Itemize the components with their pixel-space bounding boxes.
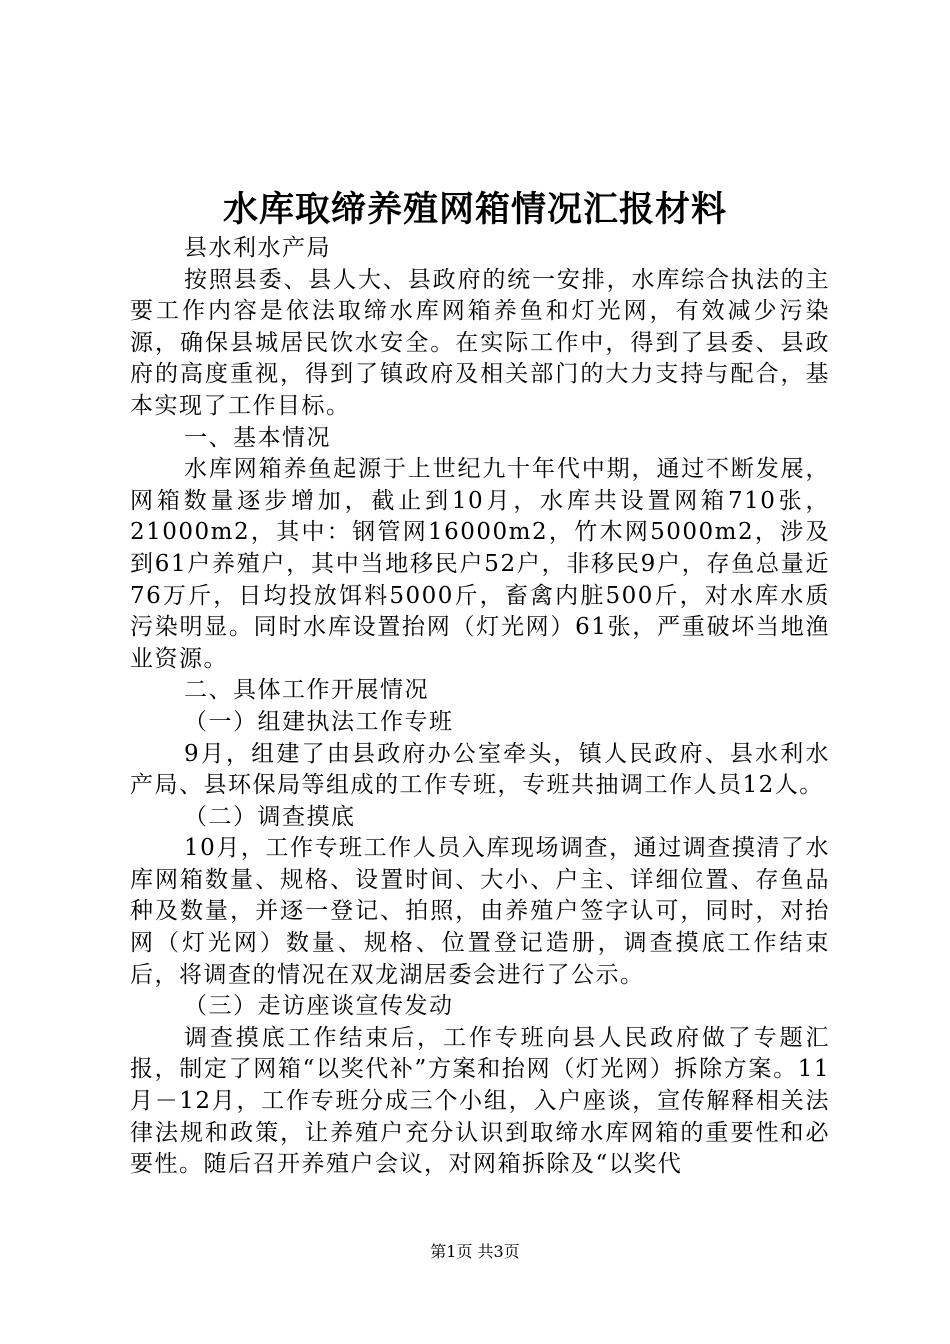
paragraph: 按照县委、县人大、县政府的统一安排，水库综合执法的主要工作内容是依法取缔水库网箱养鱼和灯光网，有效减少污染源，确保县城居民饮水安全。在实际工作中，得到了县委、县政府的高度重视，得到了镇政府及相关部门的大力支持与配合，基本实现了工作目标。 [130,266,830,419]
author-line: 县水利水产局 [184,235,331,261]
subsection-heading: （三）走访座谈宣传发动 [184,993,454,1020]
subsection-heading: （一）组建执法工作专班 [184,708,454,735]
document-body [130,233,830,1181]
paragraph: 调查摸底工作结束后，工作专班向县人民政府做了专题汇报，制定了网箱“以奖代补”方案和抬网（灯光网）拆除方案。11月－12月，工作专班分成三个小组，入户座谈，宣传解释相关法律法规和政策，让养殖户充分认识到取缔水库网箱的重要性和必要性。随后召开养殖户会议，对网箱拆除及“以奖代 [130,1024,830,1178]
subsection-heading: （二）调查摸底 [184,803,356,830]
paragraph: 10月，工作专班工作人员入库现场调查，通过调查摸清了水库网箱数量、规格、设置时间、大小、户主、详细位置、存鱼品种及数量，并逐一登记、拍照，由养殖户签字认可，同时，对抬网（灯光网）数量、规格、位置登记造册，调查摸底工作结束后，将调查的情况在双龙湖居委会进行了公示。 [130,835,830,988]
paragraph: 水库网箱养鱼起源于上世纪九十年代中期，通过不断发展，网箱数量逐步增加，截止到10月，水库共设置网箱710张，21000m2，其中：钢管网16000m2，竹木网5000m2，涉及到61户养殖户，其中当地移民户52户，非移民9户，存鱼总量近76万斤，日均投放饵料5000斤，畜禽内脏500斤，对水库水质污染明显。同时水库设置抬网（灯光网）61张，严重破坏当地渔业资源。 [130,456,830,672]
document-title: 水库取缔养殖网箱情况汇报材料 [222,189,727,230]
section-heading: 一、基本情况 [184,424,331,451]
page-footer: 第1页 共3页 [430,1242,520,1261]
paragraph: 9月，组建了由县政府办公室牵头，镇人民政府、县水利水产局、县环保局等组成的工作专班，专班共抽调工作人员12人。 [130,740,830,799]
section-heading: 二、具体工作开展情况 [184,677,429,704]
